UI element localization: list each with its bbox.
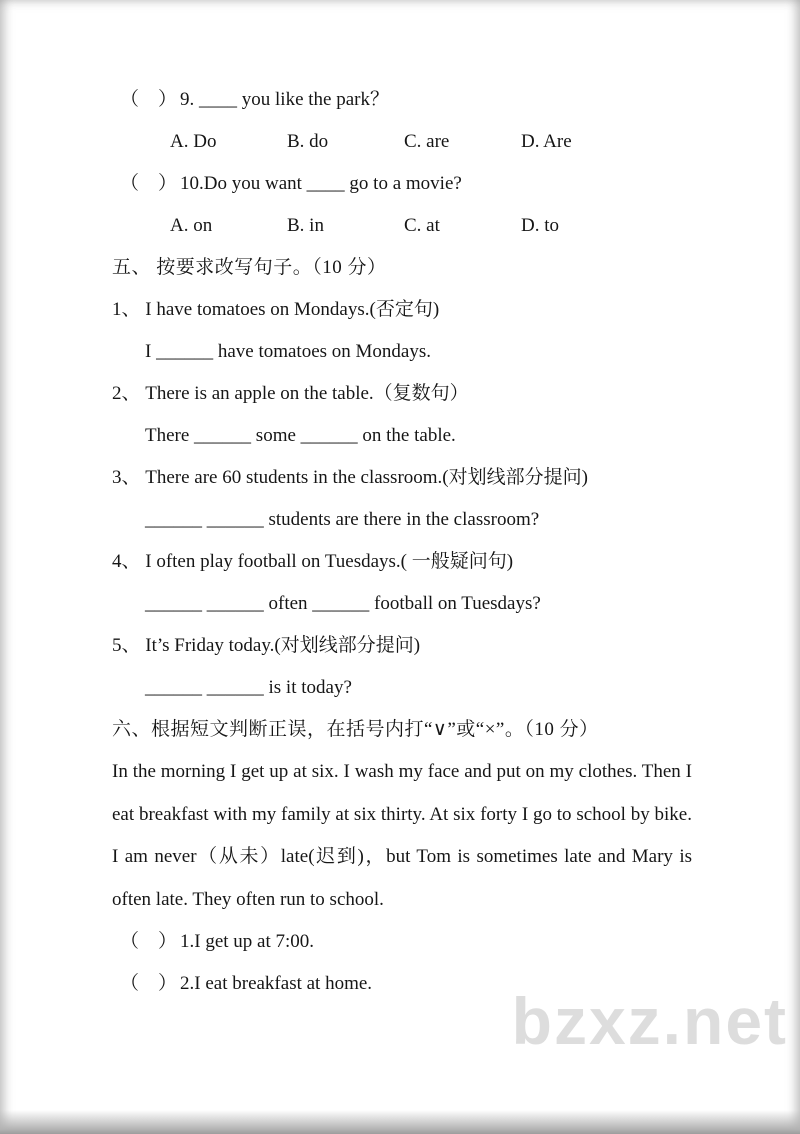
rewrite-q1-answer-line: I ______ have tomatoes on Mondays. (145, 341, 432, 362)
true-false-text: 2.I eat breakfast at home. (180, 973, 373, 994)
mc-options-9 (112, 121, 692, 163)
mc-question-text: 10.Do you want ____ go to a movie? (180, 173, 462, 194)
rewrite-q3-prompt: 3、 There are 60 students in the classroom.(对划线部分提问) (112, 467, 588, 488)
mc-question-text: 9. ____ you like the park？ (180, 89, 389, 110)
option-c: C. at (404, 215, 440, 236)
mc-options-10 (112, 205, 692, 247)
rewrite-q5-prompt: 5、 It’s Friday today.(对划线部分提问) (112, 635, 421, 656)
mc-question-10 (112, 163, 692, 205)
rewrite-q4-prompt: 4、 I often play football on Tuesdays.( 一般疑问句) (112, 551, 514, 572)
scan-edge-shadow (0, 1110, 800, 1134)
answer-paren: （ ） (120, 89, 178, 110)
section-five-heading: 五、 按要求改写句子。（10 分） (112, 257, 387, 278)
answer-paren: （ ） (120, 931, 178, 952)
answer-paren: （ ） (120, 973, 178, 994)
true-false-text: 1.I get up at 7:00. (180, 931, 315, 952)
watermark: bzxz.net (511, 984, 788, 1058)
section-six-heading: 六、根据短文判断正误，在括号内打“∨”或“×”。（10 分） (112, 719, 599, 740)
mc-question-9 (112, 79, 692, 121)
reading-passage: In the morning I get up at six. I wash my face and put on my clothes. Then I eat breakfast with my family at six thirty. At six forty I go to school by bike. I am never（从未）late(迟到)，but Tom is sometimes late and Mary is often late. They often run to school. (112, 761, 692, 910)
rewrite-q2-answer-line: There ______ some ______ on the table. (145, 425, 456, 446)
option-b: B. do (287, 131, 329, 152)
rewrite-q1-prompt: 1、 I have tomatoes on Mondays.(否定句) (112, 299, 440, 320)
rewrite-q5-answer-line: ______ ______ is it today? (145, 677, 352, 698)
true-false-item-2 (112, 963, 692, 1005)
option-b: B. in (287, 215, 324, 236)
option-d: D. to (521, 215, 559, 236)
option-a: A. Do (170, 131, 217, 152)
option-c: C. are (404, 131, 450, 152)
rewrite-q4-answer-line: ______ ______ often ______ football on Tuesdays? (145, 593, 541, 614)
option-d: D. Are (521, 131, 572, 152)
rewrite-q2-prompt: 2、 There is an apple on the table.（复数句） (112, 383, 469, 404)
true-false-item-1 (112, 921, 692, 963)
option-a: A. on (170, 215, 213, 236)
answer-paren: （ ） (120, 173, 178, 194)
rewrite-q3-answer-line: ______ ______ students are there in the classroom? (145, 509, 540, 530)
